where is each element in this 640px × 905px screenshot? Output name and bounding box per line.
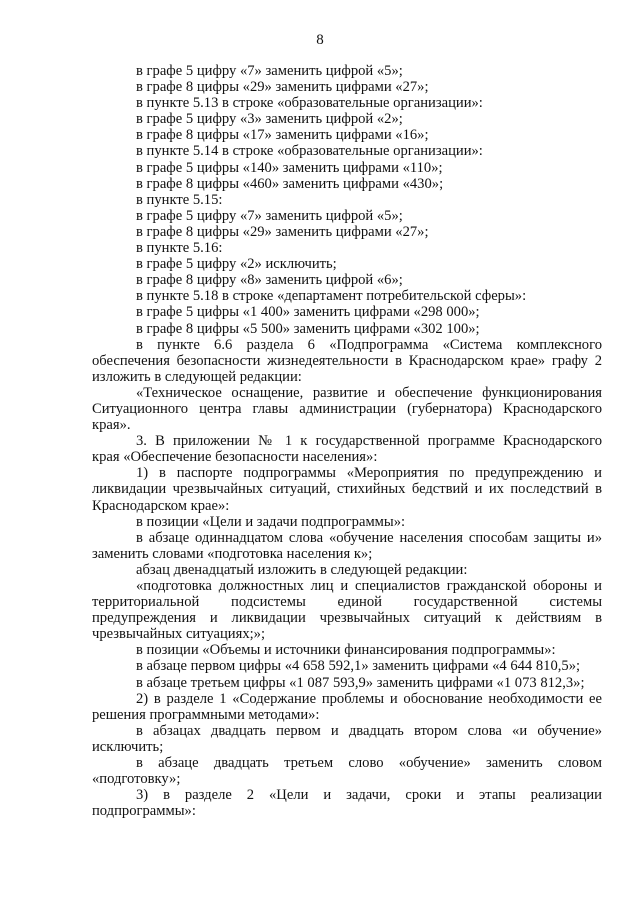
text-line: в пункте 5.18 в строке «департамент потребительской сферы»: [136,288,527,305]
text-line: в абзаце двадцать третьем слово «обучение» заменить словом [136,755,602,772]
text-line: территориальной подсистемы единой государственной системы [92,594,602,611]
text-line: в абзаце первом цифры «4 658 592,1» заменить цифрами «4 644 810,5»; [136,658,581,675]
text-line: предупреждения и ликвидации чрезвычайных ситуаций к действиям в [92,610,602,627]
text-line: в графе 8 цифры «5 500» заменить цифрами «302 100»; [136,320,480,337]
text-line: заменить словами «подготовка населения к»; [92,545,373,562]
text-line: в пункте 5.13 в строке «образовательные организации»: [136,95,483,112]
text-line: обеспечения безопасности жизнедеятельности в Краснодарском крае» графу 2 [92,352,602,369]
text-line: 2) в разделе 1 «Содержание проблемы и обоснование необходимости ее [136,690,602,707]
text-line: в графе 8 цифры «29» заменить цифрами «27»; [136,79,429,96]
text-line: «подготовка должностных лиц и специалистов гражданской обороны и [136,578,602,594]
text-line: изложить в следующей редакции: [92,368,302,385]
text-line: в графе 8 цифру «8» заменить цифрой «6»; [136,272,403,289]
text-line: в графе 5 цифры «1 400» заменить цифрами «298 000»; [136,304,480,321]
text-line: в абзаце одиннадцатом слова «обучение населения способам защиты и» [136,529,602,546]
document-body [92,63,602,819]
text-line: чрезвычайных ситуациях;»; [92,626,266,643]
text-line: в пункте 5.15: [136,191,223,208]
text-line: в пункте 5.14 в строке «образовательные организации»: [136,143,483,160]
text-line: в позиции «Цели и задачи подпрограммы»: [136,513,406,530]
text-line: Ситуационного центра главы администрации (губернатора) Краснодарского [92,400,602,417]
text-line: решения программными методами»: [92,706,320,723]
text-line: 3) в разделе 2 «Цели и задачи, сроки и этапы реализации [136,787,602,804]
text-line: в пункте 5.16: [136,240,223,257]
text-line: 1) в паспорте подпрограммы «Мероприятия по предупреждению и [136,465,602,482]
text-line: в абзацах двадцать первом и двадцать втором слова «и обучение» [136,722,602,739]
text-line: в пункте 6.6 раздела 6 «Подпрограмма «Система комплексного [136,336,602,353]
text-line: края». [92,417,131,434]
text-line: в абзаце третьем цифры «1 087 593,9» заменить цифрами «1 073 812,3»; [136,674,585,691]
text-line: «Техническое оснащение, развитие и обеспечение функционирования [136,384,602,401]
text-line: исключить; [92,738,164,755]
text-line: «подготовку»; [92,771,181,788]
text-line: в графе 8 цифры «460» заменить цифрами «430»; [136,175,444,192]
page-number: 8 [316,32,324,48]
text-line: абзац двенадцатый изложить в следующей редакции: [136,561,468,578]
text-line: в позиции «Объемы и источники финансирования подпрограммы»: [136,642,556,659]
text-line: в графе 5 цифру «7» заменить цифрой «5»; [136,63,403,79]
text-line: подпрограммы»: [92,803,196,820]
text-line: в графе 5 цифру «2» исключить; [136,256,337,273]
text-line: края «Обеспечение безопасности населения»: [92,449,378,466]
text-line: 3. В приложении № 1 к государственной программе Краснодарского [136,433,602,450]
text-line: в графе 8 цифры «17» заменить цифрами «16»; [136,127,429,144]
text-line: Краснодарском крае»: [92,497,230,514]
text-line: в графе 5 цифру «3» заменить цифрой «2»; [136,111,403,128]
text-line: в графе 5 цифры «140» заменить цифрами «110»; [136,159,443,176]
text-line: в графе 5 цифру «7» заменить цифрой «5»; [136,207,403,224]
text-line: ликвидации чрезвычайных ситуаций, стихийных бедствий и их последствий в [92,481,602,498]
text-line: в графе 8 цифры «29» заменить цифрами «27»; [136,223,429,240]
